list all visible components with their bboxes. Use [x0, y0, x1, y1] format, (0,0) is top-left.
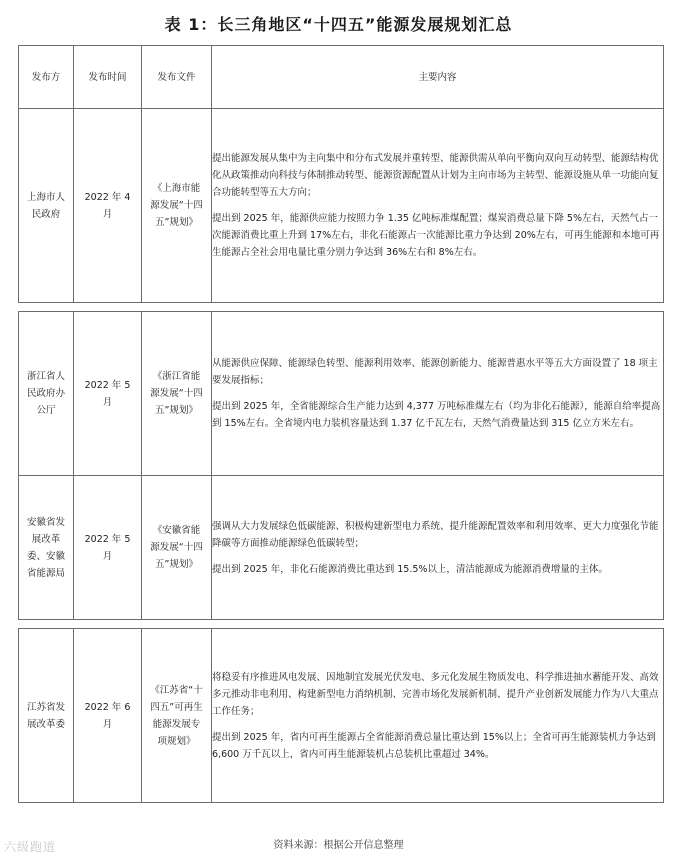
header-row: [19, 46, 664, 109]
date-cell: 2022 年 5 月: [74, 476, 142, 620]
issuer-cell: 江苏省发 展改革委: [19, 629, 74, 803]
content-paragraph: 提出到 2025 年，能源供应能力按照力争 1.35 亿吨标准煤配置；煤炭消费总量下降 5%左右，天然气占一次能源消费比重上升到 17%左右，非化石能源占一次能源比重力争达到 20%左右，可再生能源和本地可再生能源占全社会用电量比重分别力争达到 36%左右和 8%左右。: [212, 213, 660, 258]
date-cell: 2022 年 4 月: [74, 109, 142, 303]
header-issuer: 发布方: [19, 46, 74, 109]
content-paragraph: 提出到 2025 年，省内可再生能源占全省能源消费总量比重达到 15%以上；全省可再生能源装机力争达到 6,600 万千瓦以上，省内可再生能源装机占总装机比重超过 34%。: [212, 731, 656, 760]
energy-plan-table: [18, 45, 664, 803]
content-paragraph: 提出到 2025 年，非化石能源消费比重达到 15.5%以上，清洁能源成为能源消费增量的主体。: [212, 563, 608, 575]
issuer-cell: 安徽省发 展改革 委、安徽 省能源局: [19, 476, 74, 620]
document-cell: 《浙江省能 源发展“十四 五”规划》: [142, 312, 212, 476]
content-paragraph: 从能源供应保障、能源绿色转型、能源利用效率、能源创新能力、能源普惠水平等五大方面设置了 18 项主要发展指标；: [212, 358, 658, 386]
header-content: 主要内容: [212, 46, 664, 109]
content-cell: [212, 109, 664, 303]
table-row: [19, 109, 664, 303]
row-separator: [19, 303, 664, 312]
header-date: 发布时间: [74, 46, 142, 109]
watermark-logo: 六级跑道: [4, 840, 57, 854]
content-paragraph: 强调从大力发展绿色低碳能源、积极构建新型电力系统、提升能源配置效率和利用效率、更大力度强化节能降碳等方面推动能源绿色低碳转型；: [212, 520, 659, 549]
content-paragraph: 将稳妥有序推进风电发展、因地制宜发展光伏发电、多元化发展生物质发电、科学推进抽水蓄能开发、高效多元推动非电利用、构建新型电力消纳机制、完善市场化发展新机制、提升产业创新发展能力作为八大重点工作任务；: [212, 671, 659, 717]
source-note: 资料来源：根据公开信息整理: [273, 840, 404, 851]
document-cell: 《上海市能 源发展“十四 五”规划》: [142, 109, 212, 303]
content-cell: [212, 476, 664, 620]
content-paragraph: 提出到 2025 年，全省能源综合生产能力达到 4,377 万吨标准煤左右（均为非化石能源），能源自给率提高到 15%左右。全省境内电力装机容量达到 1.37 亿千瓦左右，天然气消费量达到 315 亿立方米左右。: [212, 401, 661, 429]
content-paragraph: 提出能源发展从集中为主向集中和分布式发展并重转型、能源供需从单向平衡向双向互动转型、能源结构优化从政策推动向科技与体制推动转型、能源资源配置从计划为主向市场为主转型、能源设施从单一功能向复合功能转型等五大方向；: [212, 153, 659, 198]
table-row: [19, 476, 664, 620]
header-document: 发布文件: [142, 46, 212, 109]
row-separator: [19, 620, 664, 629]
document-cell: 《安徽省能 源发展“十四 五”规划》: [142, 476, 212, 620]
issuer-cell: 浙江省人 民政府办 公厅: [19, 312, 74, 476]
content-cell: [212, 629, 664, 803]
date-cell: 2022 年 5 月: [74, 312, 142, 476]
table-row: [19, 312, 664, 476]
content-cell: [212, 312, 664, 476]
date-cell: 2022 年 6 月: [74, 629, 142, 803]
table-row: [19, 629, 664, 803]
document-cell: 《江苏省“十 四五”可再生 能源发展专 项规划》: [142, 629, 212, 803]
table-title: 表 1：长三角地区“十四五”能源发展规划汇总: [164, 15, 513, 34]
issuer-cell: 上海市人 民政府: [19, 109, 74, 303]
